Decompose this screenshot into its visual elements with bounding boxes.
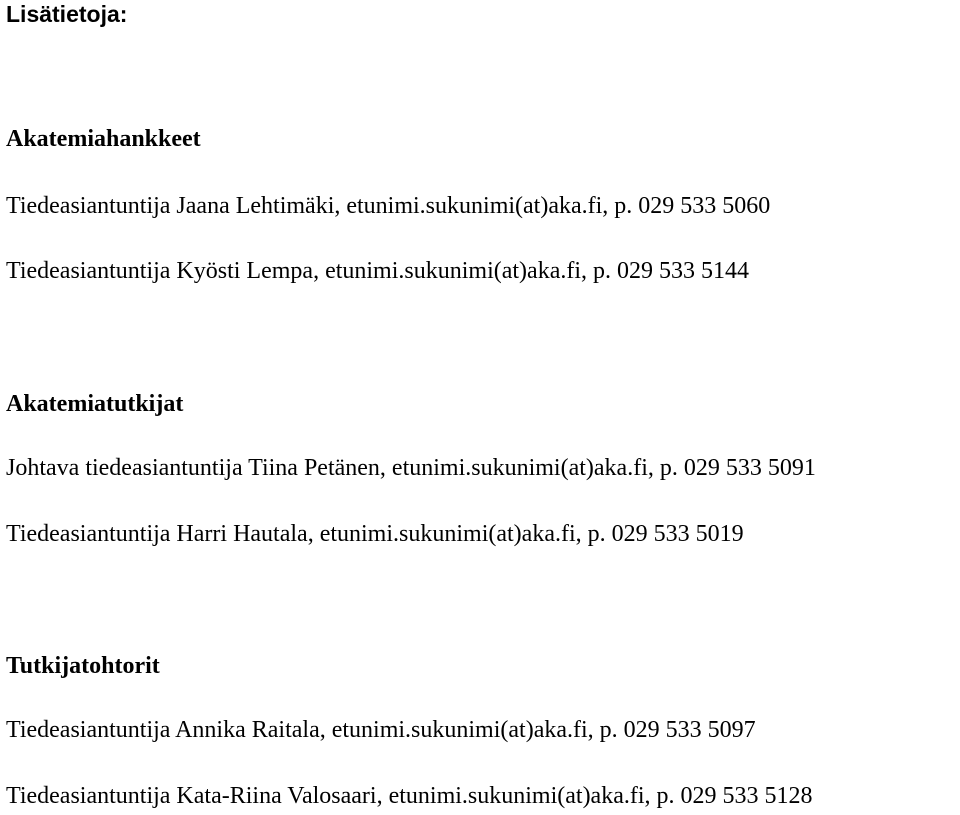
section-heading-akatemiatutkijat: Akatemiatutkijat (6, 391, 184, 417)
section-heading-tutkijatohtorit: Tutkijatohtorit (6, 653, 160, 679)
contact-line: Johtava tiedeasiantuntija Tiina Petänen, etunimi.sukunimi(at)aka.fi, p. 029 533 5091 (6, 455, 816, 481)
contact-line: Tiedeasiantuntija Harri Hautala, etunimi.sukunimi(at)aka.fi, p. 029 533 5019 (6, 521, 744, 547)
contact-line: Tiedeasiantuntija Annika Raitala, etunimi.sukunimi(at)aka.fi, p. 029 533 5097 (6, 717, 756, 743)
contact-line: Tiedeasiantuntija Kata-Riina Valosaari, etunimi.sukunimi(at)aka.fi, p. 029 533 5128 (6, 783, 813, 809)
page-title: Lisätietoja: (6, 1, 128, 27)
contact-line: Tiedeasiantuntija Kyösti Lempa, etunimi.sukunimi(at)aka.fi, p. 029 533 5144 (6, 258, 750, 284)
section-heading-akatemiahankkeet: Akatemiahankkeet (6, 126, 201, 152)
contact-line: Tiedeasiantuntija Jaana Lehtimäki, etunimi.sukunimi(at)aka.fi, p. 029 533 5060 (6, 193, 771, 219)
